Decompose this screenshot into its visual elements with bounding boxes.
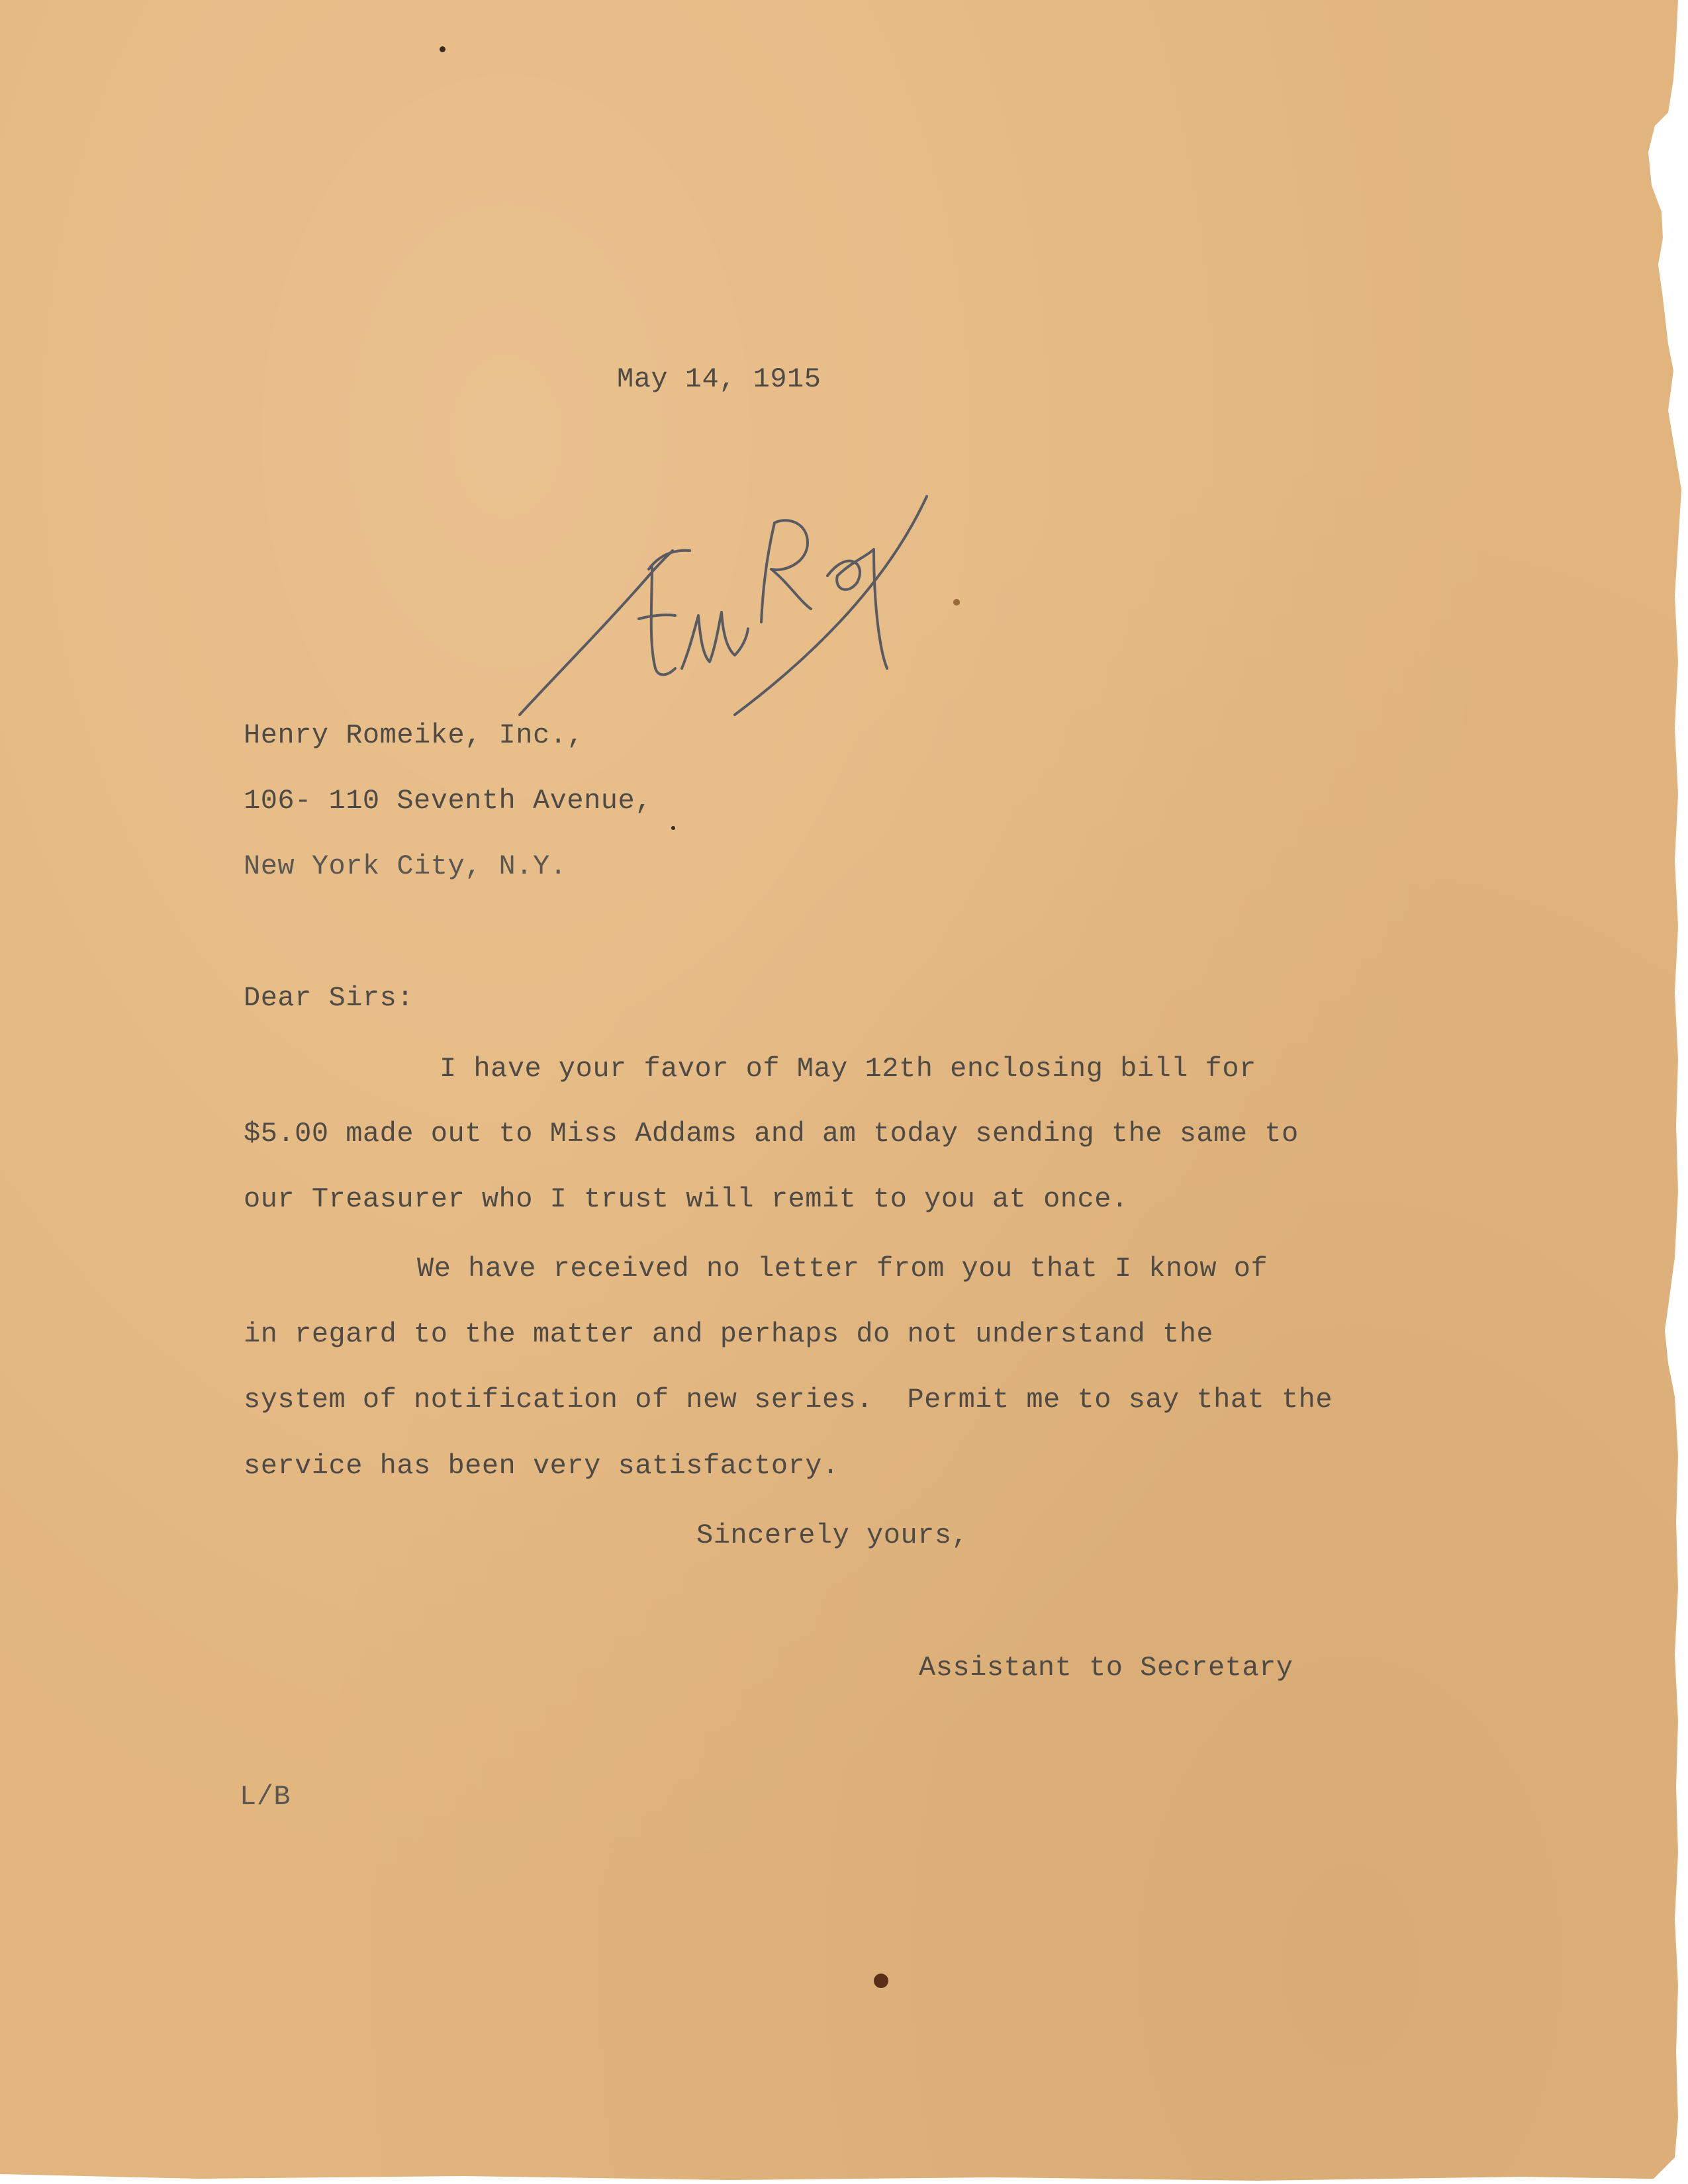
handwritten-annotation xyxy=(516,450,940,728)
signature-title: Assistant to Secretary xyxy=(919,1652,1293,1684)
body-line: our Treasurer who I trust will remit to you at once. xyxy=(244,1183,1129,1215)
recipient-line-2: 106- 110 Seventh Avenue, xyxy=(244,785,652,817)
salutation: Dear Sirs: xyxy=(244,982,414,1014)
closing: Sincerely yours, xyxy=(696,1520,969,1551)
letter-date: May 14, 1915 xyxy=(617,363,821,395)
typist-initials: L/B xyxy=(240,1781,291,1813)
paper-speck xyxy=(874,1974,888,1988)
paper-speck xyxy=(671,826,675,830)
body-line: in regard to the matter and perhaps do not understand the xyxy=(244,1318,1214,1350)
body-line: I have your favor of May 12th enclosing bill for xyxy=(440,1053,1256,1085)
recipient-line-1: Henry Romeike, Inc., xyxy=(244,719,585,751)
paper-speck xyxy=(440,46,445,52)
recipient-line-3: New York City, N.Y. xyxy=(244,850,567,882)
body-line: We have received no letter from you that I know of xyxy=(417,1253,1268,1285)
body-line: $5.00 made out to Miss Addams and am today sending the same to xyxy=(244,1118,1299,1150)
body-line: service has been very satisfactory. xyxy=(244,1450,839,1482)
body-line: system of notification of new series. Permit me to say that the xyxy=(244,1384,1333,1416)
paper-speck xyxy=(953,599,960,606)
